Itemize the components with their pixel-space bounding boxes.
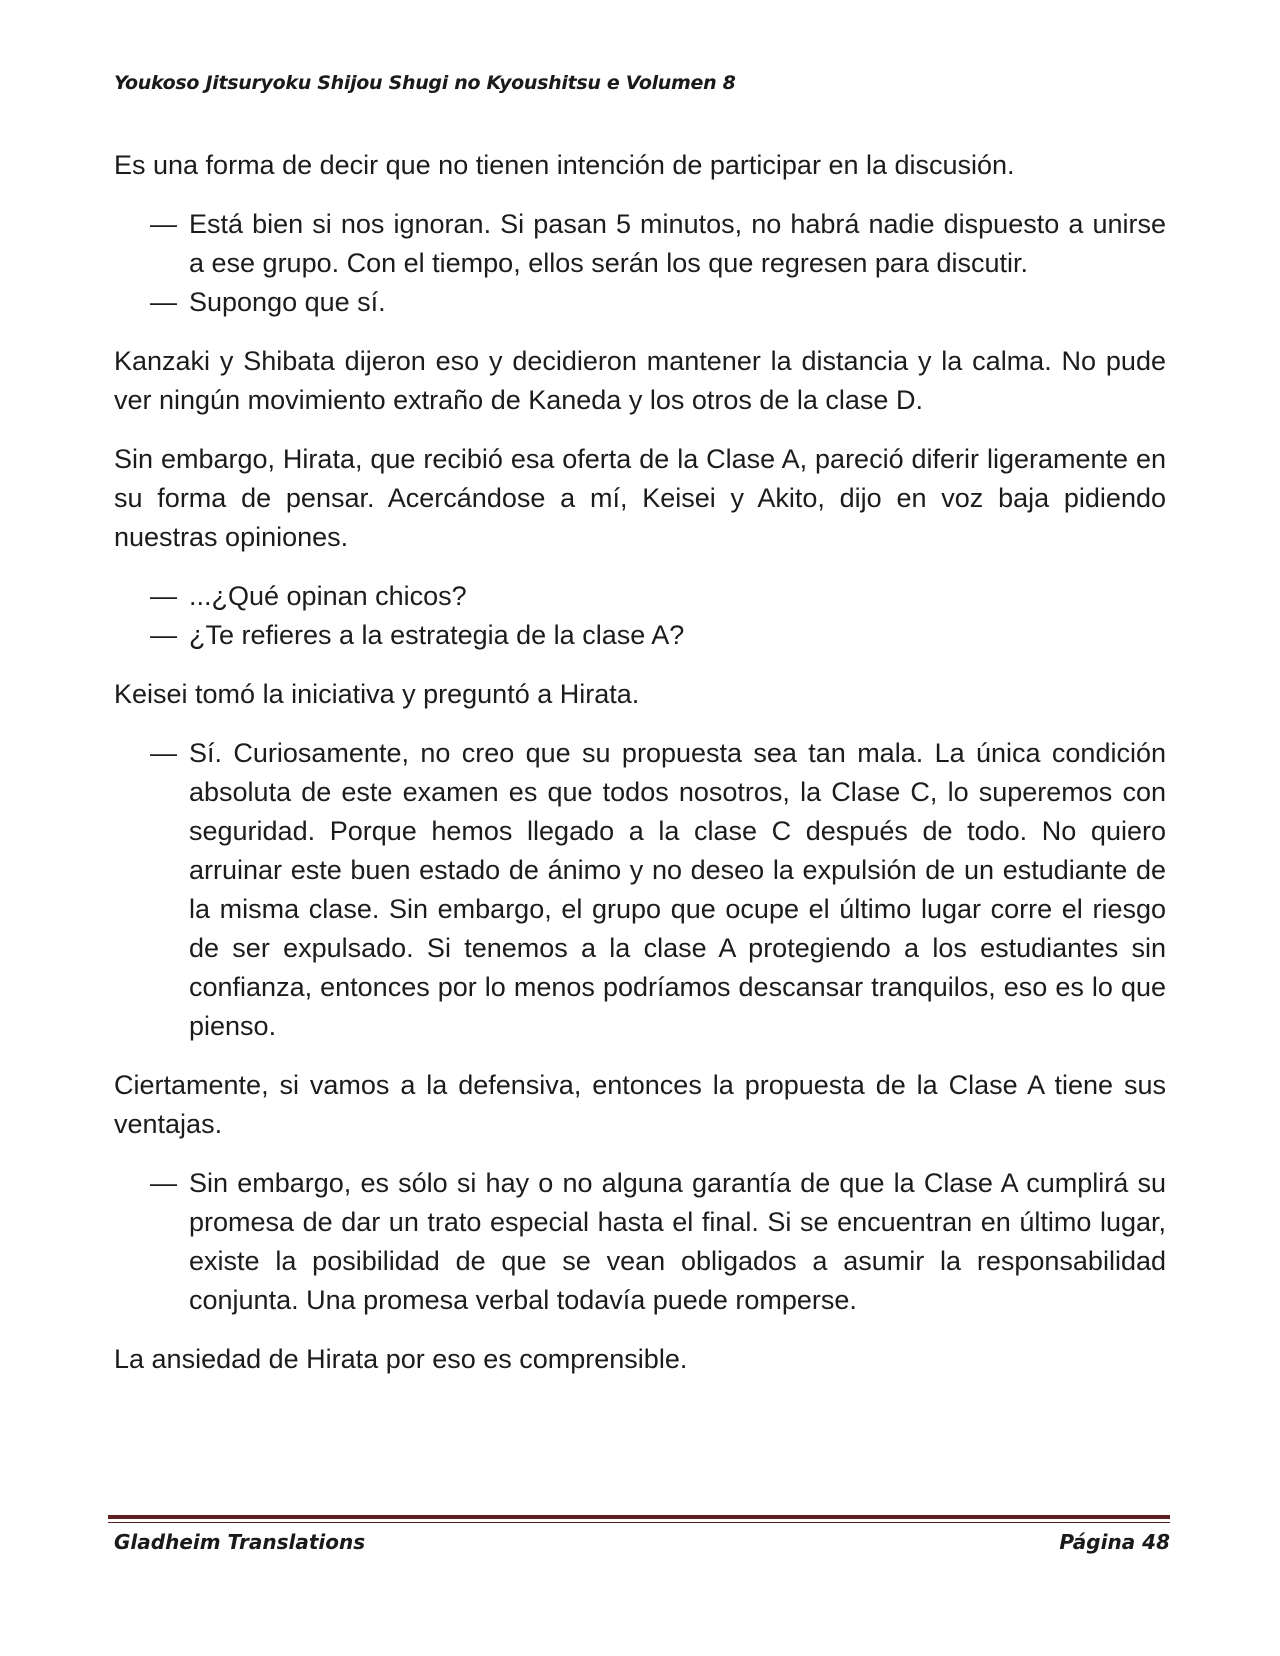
dialog-line [114,1164,1166,1320]
paragraph: Es una forma de decir que no tienen intención de participar en la discusión. [114,150,1015,180]
dialog-text: Sin embargo, es sólo si hay o no alguna garantía de que la Clase A cumplirá su promesa de dar un trato especial hasta el final. Si se encuentran en último lugar, existe la posibilidad de que se vean obligados a asumir la responsabilidad conjunta. Una promesa verbal todavía puede romperse. [189,1168,1166,1315]
dialog-text: Sí. Curiosamente, no creo que su propuesta sea tan mala. La única condición absoluta de este examen es que todos nosotros, la Clase C, lo superemos con seguridad. Porque hemos llegado a la clase C después de todo. No quiero arruinar este buen estado de ánimo y no deseo la expulsión de un estudiante de la misma clase. Sin embargo, el grupo que ocupe el último lugar corre el riesgo de ser expulsado. Si tenemos a la clase A protegiendo a los estudiantes sin confianza, entonces por lo menos podríamos descansar tranquilos, eso es lo que pienso. [189,738,1166,1041]
dialog-text: ¿Te refieres a la estrategia de la clase A? [189,620,685,650]
dialog-dash: — [150,209,177,239]
paragraph: Kanzaki y Shibata dijeron eso y decidieron mantener la distancia y la calma. No pude ver ningún movimiento extraño de Kaneda y los otros de la clase D. [114,346,1166,415]
paragraph: Ciertamente, si vamos a la defensiva, entonces la propuesta de la Clase A tiene sus ventajas. [114,1070,1166,1139]
dialog-dash: — [150,287,177,317]
paragraph: La ansiedad de Hirata por eso es comprensible. [114,1344,688,1374]
dialog-group [114,205,1166,322]
dialog-dash: — [150,581,177,611]
footer-divider-thick [108,1515,1170,1519]
dialog-line [114,616,1166,655]
dialog-line [114,734,1166,1046]
dialog-text: Está bien si nos ignoran. Si pasan 5 minutos, no habrá nadie dispuesto a unirse a ese grupo. Con el tiempo, ellos serán los que regresen para discutir. [189,209,1166,278]
footer-divider-thin [108,1522,1170,1523]
dialog-group [114,577,1166,655]
running-header: Youkoso Jitsuryoku Shijou Shugi no Kyoushitsu e Volumen 8 [114,72,736,94]
dialog-dash: — [150,738,177,768]
dialog-line [114,205,1166,283]
dialog-dash: — [150,620,177,650]
footer-divider [108,1515,1170,1524]
paragraph: Sin embargo, Hirata, que recibió esa oferta de la Clase A, pareció diferir ligeramente en su forma de pensar. Acercándose a mí, Keisei y Akito, dijo en voz baja pidiendo nuestras opiniones. [114,444,1166,552]
page-number: Página 48 [1059,1530,1170,1554]
dialog-line [114,577,1166,616]
footer-credit: Gladheim Translations [114,1530,366,1554]
dialog-line [114,283,1166,322]
dialog-dash: — [150,1168,177,1198]
dialog-group [114,1164,1166,1320]
dialog-group [114,734,1166,1046]
paragraph: Keisei tomó la iniciativa y preguntó a Hirata. [114,679,640,709]
dialog-text: Supongo que sí. [189,287,386,317]
dialog-text: ...¿Qué opinan chicos? [189,581,467,611]
page-body [114,146,1166,1399]
